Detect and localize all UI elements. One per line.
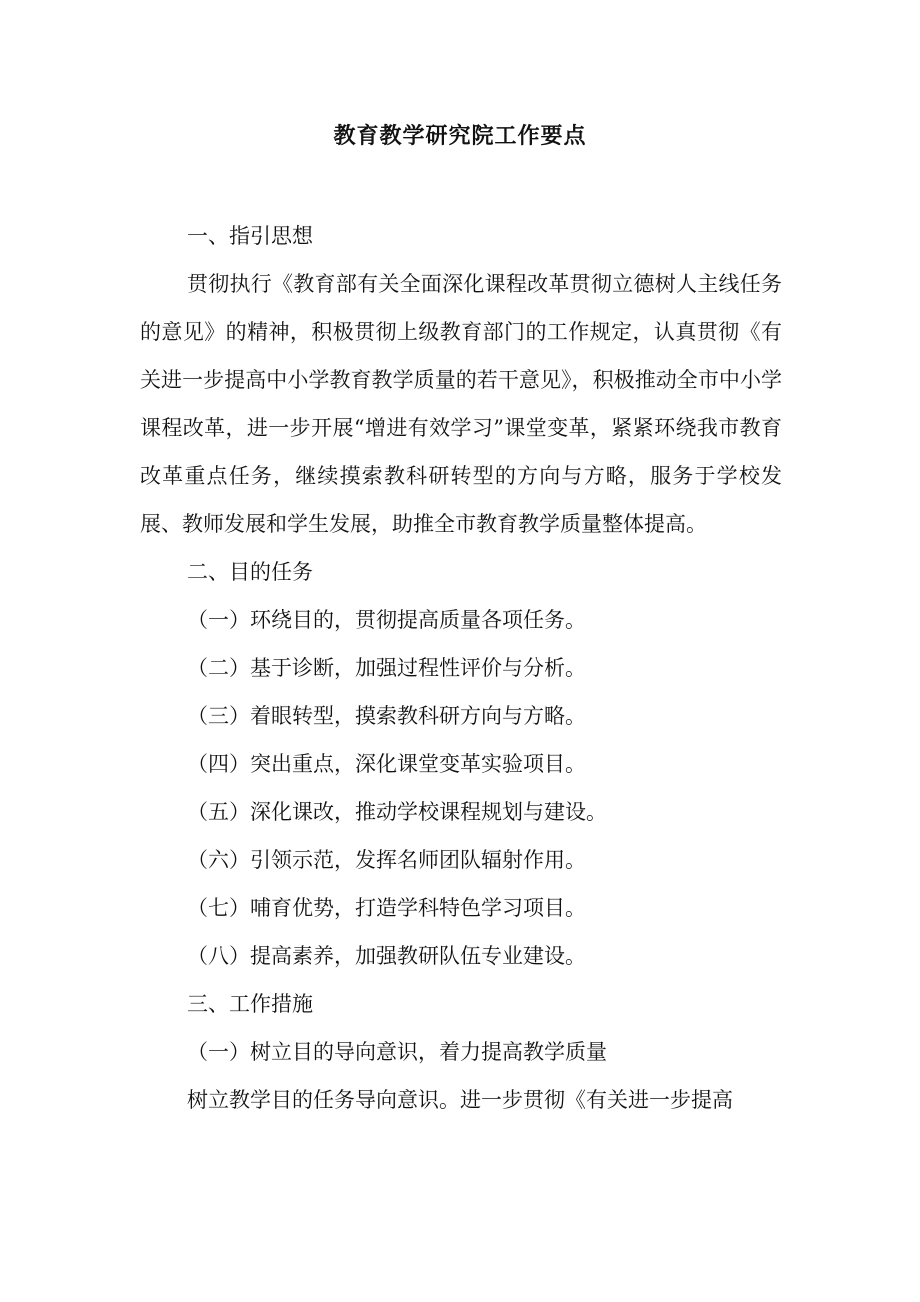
section-heading-3: 三、工作措施 xyxy=(187,992,313,1016)
section-paragraph-1: 贯彻执行《教育部有关全面深化课程改革贯彻立德树人主线任务的意见》的精神，积极贯彻上级教育部门的工作规定，认真贯彻《有关进一步提高中小学教育教学质量的若干意见》，积极推动全市中小学课程改革，进一步开展“增进有效学习”课堂变革，紧紧环绕我市教育改革重点任务，继续摸索教科研转型的方向与方略，服务于学校发展、教师发展和学生发展，助推全市教育教学质量整体提高。 xyxy=(140,272,782,536)
list-item: （八）提高素养，加强教研队伍专业建设。 xyxy=(187,944,586,968)
list-item: （一）环绕目的，贯彻提高质量各项任务。 xyxy=(187,608,586,632)
section-paragraph-3: 树立教学目的任务导向意识。进一步贯彻《有关进一步提高 xyxy=(187,1088,733,1112)
list-item: （六）引领示范，发挥名师团队辐射作用。 xyxy=(187,848,586,872)
list-item: （四）突出重点，深化课堂变革实验项目。 xyxy=(187,752,586,776)
subsection-heading-1: （一）树立目的导向意识，着力提高教学质量 xyxy=(187,1040,607,1064)
section-heading-2: 二、目的任务 xyxy=(187,560,313,584)
list-item: （五）深化课改，推动学校课程规划与建设。 xyxy=(187,800,607,824)
document-title: 教育教学研究院工作要点 xyxy=(333,123,587,149)
list-item: （三）着眼转型，摸索教科研方向与方略。 xyxy=(187,704,586,728)
document-body xyxy=(140,212,782,1124)
list-item: （七）哺育优势，打造学科特色学习项目。 xyxy=(187,896,586,920)
section-heading-1: 一、指引思想 xyxy=(187,224,313,248)
list-item: （二）基于诊断，加强过程性评价与分析。 xyxy=(187,656,586,680)
